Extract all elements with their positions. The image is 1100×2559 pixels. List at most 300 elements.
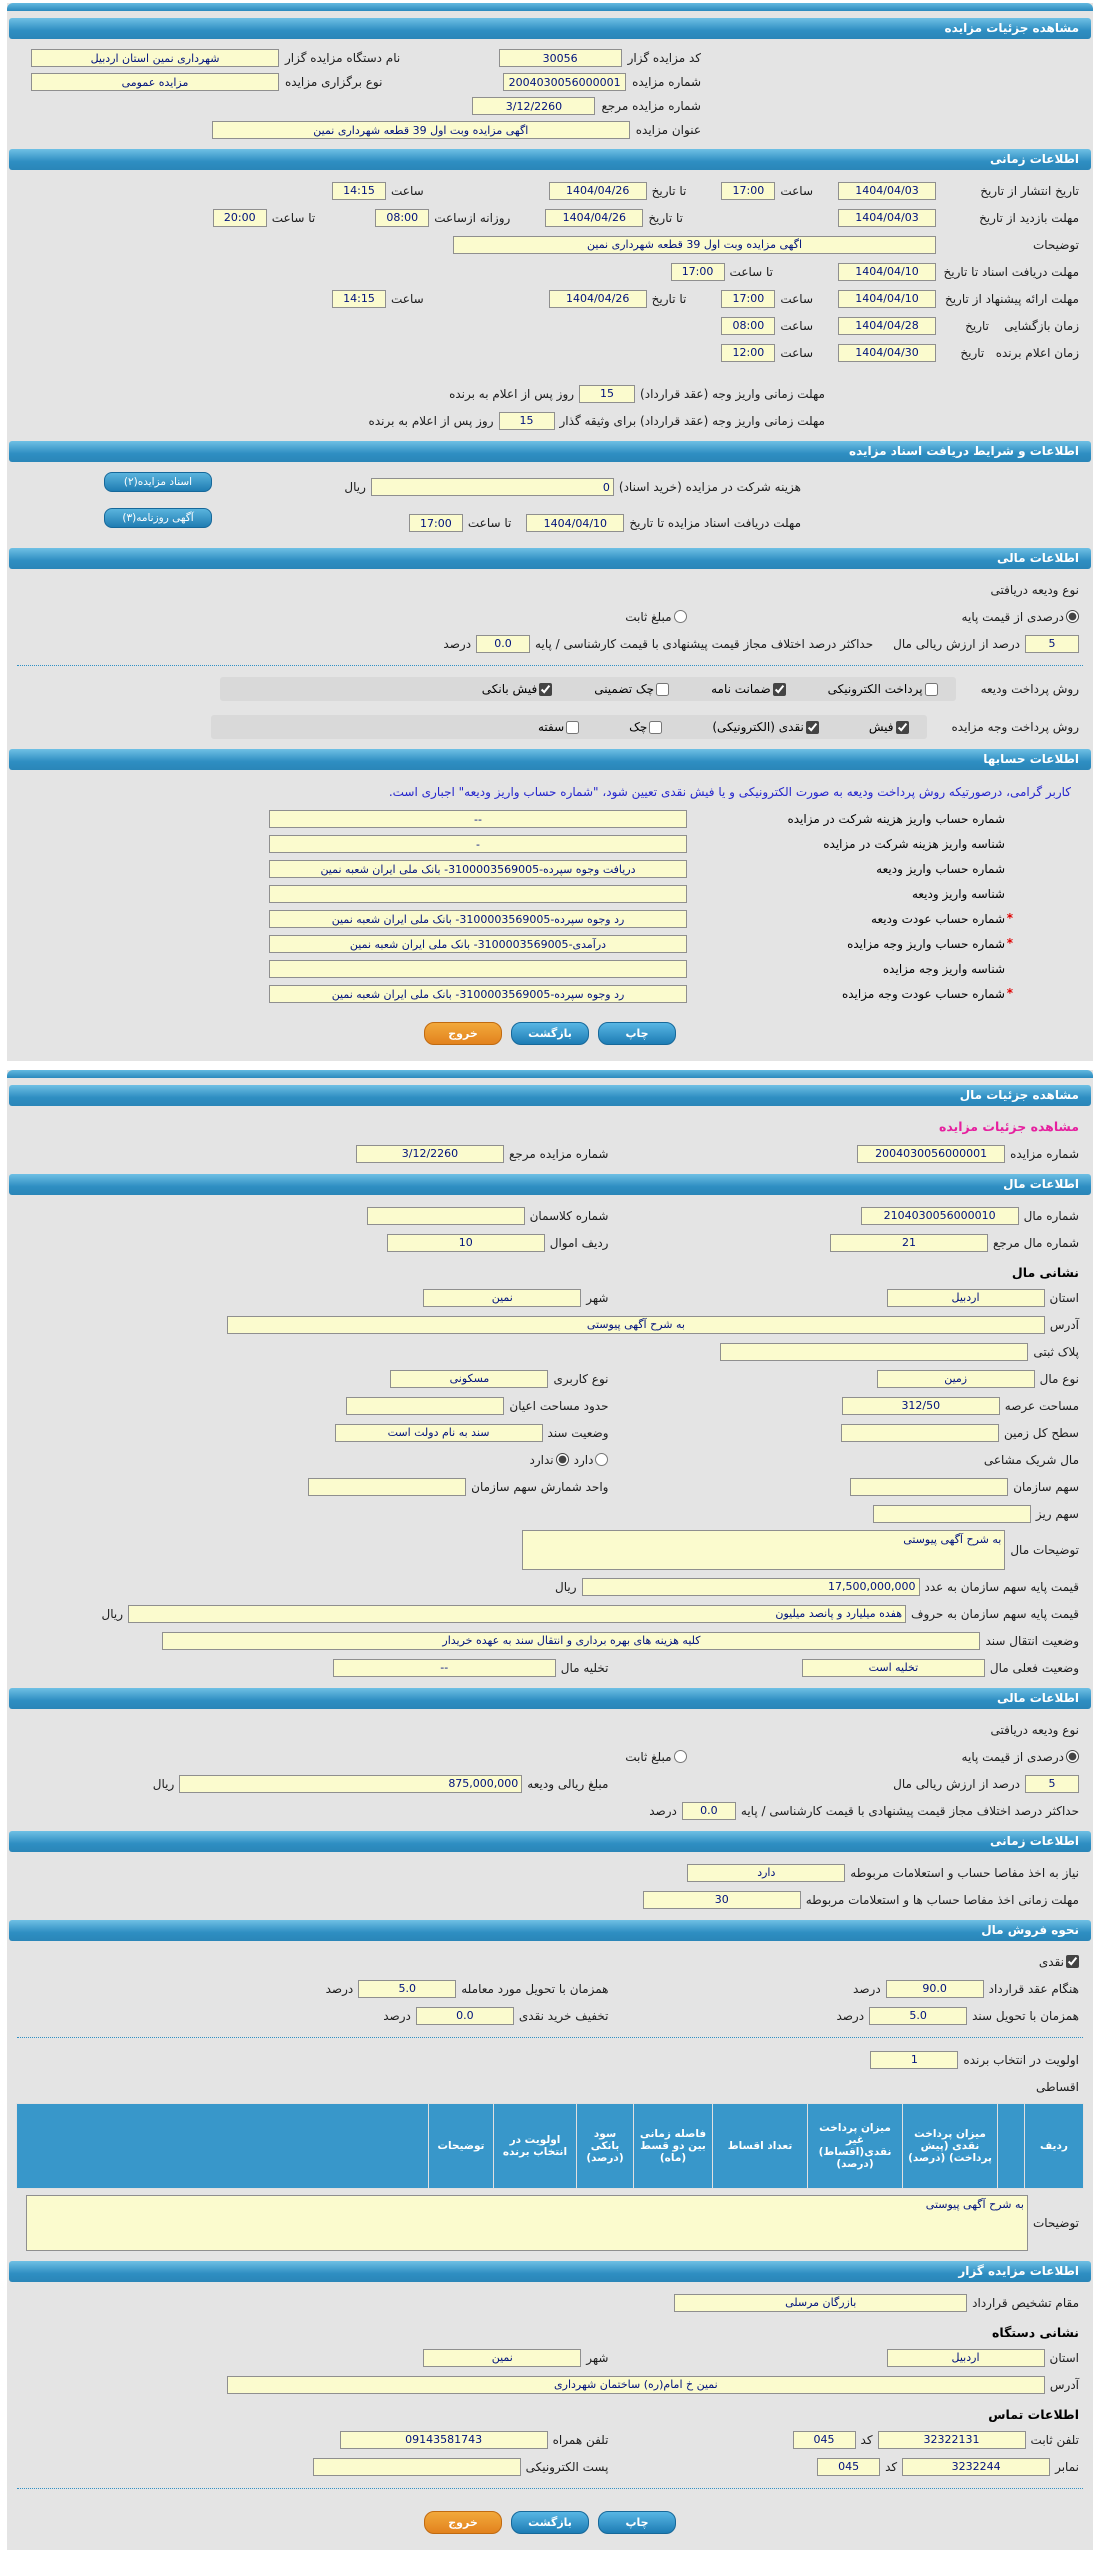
- newspaper-ad-button[interactable]: آگهی روزنامه(۳): [104, 508, 212, 528]
- publish-to-date[interactable]: 1404/04/26: [549, 182, 647, 200]
- visit-label: مهلت بازدید از تاریخ: [979, 210, 1079, 225]
- landline-field[interactable]: 32322131: [878, 2431, 1026, 2449]
- deposit-type-option-fixed[interactable]: مبلغ ثابت: [625, 610, 686, 624]
- deposit-percent-suffix: درصد از ارزش ریالی مال: [893, 636, 1020, 651]
- auction-pay-id-label: شناسه واریز وجه مزایده: [882, 962, 1005, 976]
- winner-hour-label: ساعت: [780, 345, 813, 360]
- sale-notes-field[interactable]: به شرح آگهی پیوستی: [26, 2195, 1028, 2251]
- asset-number-label: شماره مال: [1023, 1208, 1079, 1223]
- opening-hour-label: ساعت: [780, 318, 813, 333]
- evacuation-label: تخلیه مال: [560, 1660, 609, 1675]
- evacuation-field[interactable]: --: [333, 1659, 556, 1677]
- docs-receive-hour-label: تا ساعت: [467, 516, 512, 530]
- asset-deposit-type-label: نوع ودیعه دریافتی: [990, 1722, 1079, 1737]
- max-diff-field[interactable]: 0.0: [476, 635, 530, 653]
- auction-return-account-field[interactable]: رد وجوه سپرده-3100003569005- بانک ملی ایران شعبه نمین: [269, 985, 687, 1003]
- col-bank-interest: سود بانکی (درصد): [577, 2104, 634, 2189]
- deposit-type-label-row: [7, 576, 1093, 603]
- auction-payment-options: [211, 715, 927, 739]
- asset-details-header: مشاهده جزئیات مال: [9, 1085, 1091, 1106]
- auction-return-account-row: [7, 983, 1093, 1005]
- registration-plate-label: پلاک ثبتی: [1033, 1344, 1079, 1359]
- total-land-label: سطح کل زمین: [1003, 1425, 1079, 1440]
- at-contract-field[interactable]: 90.0: [886, 1980, 984, 1998]
- asset-address-subheader: نشانی مال: [1011, 1265, 1079, 1280]
- slip-checkbox[interactable]: [896, 721, 909, 734]
- asset-province-field[interactable]: اردبیل: [887, 1289, 1045, 1307]
- fee-deposit-id-row: [7, 833, 1093, 855]
- promissory-note-option[interactable]: سفته: [538, 720, 579, 734]
- sale-notes-label: توضیحات: [1032, 2216, 1079, 2230]
- deposit-type-label: نوع ودیعه دریافتی: [990, 582, 1079, 597]
- deposit-pay-id-row: [7, 883, 1093, 905]
- auction-documents-button[interactable]: اسناد مزایده(۲): [104, 472, 212, 492]
- building-area-label: حدود مساحت اعیان: [509, 1398, 609, 1413]
- auction-summary-block: [25, 46, 701, 142]
- asset-address-label: آدرس: [1049, 1317, 1079, 1332]
- asset-info-header: اطلاعات مال: [9, 1174, 1091, 1195]
- asset-auction-number-row: [7, 1140, 1093, 1167]
- cash-sale-row: [7, 1948, 1093, 1975]
- auctioneer-info-header: اطلاعات مزایده گزار: [9, 2261, 1091, 2282]
- visit-to-label: تا تاریخ: [648, 210, 683, 225]
- auction-pay-account-field[interactable]: درآمدی-3100003569005- بانک ملی ایران شعبه نمین: [269, 935, 687, 953]
- asset-max-diff-label: حداکثر درصد اختلاف مجاز قیمت پیشنهادی با قیمت کارشناسی / پایه: [740, 1803, 1079, 1818]
- deposit-type-option-percent[interactable]: درصدی از قیمت پایه: [962, 610, 1079, 624]
- sub-share-field[interactable]: [873, 1505, 1031, 1523]
- classification-number-field[interactable]: [367, 1207, 525, 1225]
- current-status-field[interactable]: تخلیه است: [802, 1659, 985, 1677]
- auction-return-account-label: شماره حساب عودت وجه مزایده: [841, 987, 1005, 1001]
- base-price-number-row: [7, 1573, 1093, 1600]
- deposit-rial-amount-field[interactable]: 875,000,000: [179, 1775, 522, 1793]
- max-diff-unit: درصد: [443, 636, 472, 651]
- clearance-deadline-row: [7, 1886, 1093, 1913]
- auction-payment-method-row: [7, 712, 1093, 742]
- winner-time[interactable]: 12:00: [721, 344, 775, 362]
- opening-label: زمان بازگشایی تاریخ: [965, 318, 1079, 333]
- deposit-payment-options: [220, 677, 956, 701]
- deposit-rial-amount-label: مبلغ ریالی ودیعه: [527, 1776, 609, 1791]
- fee-deposit-account-row: [7, 808, 1093, 830]
- deed-transfer-row: [7, 1627, 1093, 1654]
- shared-has-option[interactable]: دارد: [574, 1453, 609, 1467]
- required-asterisk: *: [1006, 936, 1013, 950]
- org-share-field[interactable]: [850, 1478, 1008, 1496]
- agency-name-field[interactable]: شهرداری نمین استان اردبیل: [31, 49, 279, 67]
- guarantor-payment-suffix: روز پس از اعلام به برنده: [368, 413, 494, 428]
- fax-email-row: [7, 2453, 1093, 2480]
- panel-top-strip: [7, 1070, 1093, 1078]
- shared-has-radio[interactable]: [595, 1453, 608, 1466]
- offer-hour-label: ساعت: [780, 291, 813, 306]
- deposit-return-account-field[interactable]: رد وجوه سپرده-3100003569005- بانک ملی ایران شعبه نمین: [269, 910, 687, 928]
- time-info-header: اطلاعات زمانی: [9, 149, 1091, 170]
- usage-type-label: نوع کاربری: [553, 1371, 609, 1386]
- col-installment-count: تعداد اقساط: [713, 2104, 808, 2189]
- fax-code-field[interactable]: 045: [817, 2458, 880, 2476]
- col-notes: توضیحات: [429, 2104, 494, 2189]
- landline-code-field[interactable]: 045: [793, 2431, 856, 2449]
- auctioneer-code-field[interactable]: 30056: [499, 49, 622, 67]
- email-field[interactable]: [313, 2458, 521, 2476]
- row-number-type: [25, 70, 701, 94]
- deed-status-label: وضعیت سند: [547, 1425, 609, 1440]
- at-delivery-label: همزمان با تحویل مورد معامله: [461, 1981, 609, 1996]
- asset-area-row: [7, 1392, 1093, 1419]
- card2-buttons: [7, 2497, 1093, 2542]
- visit-to-hour-label: تا ساعت: [271, 210, 316, 225]
- asset-fixed-radio[interactable]: [674, 1750, 687, 1763]
- check-option[interactable]: چک: [629, 720, 662, 734]
- usage-type-field[interactable]: مسکونی: [390, 1370, 548, 1388]
- col-noncash-installment-percent: میزان پرداخت غیر نقدی(اقساط) (درصد): [808, 2104, 903, 2189]
- docs-deadline-label: مهلت دریافت اسناد تا تاریخ: [943, 264, 1079, 279]
- winner-priority-field[interactable]: 1: [870, 2051, 958, 2069]
- sub-share-row: [7, 1500, 1093, 1527]
- asset-deposit-percent-suffix: درصد از ارزش ریالی مال: [893, 1776, 1020, 1791]
- asset-notes-row: [7, 1527, 1093, 1573]
- building-area-field[interactable]: [346, 1397, 504, 1415]
- required-asterisk: *: [1006, 986, 1013, 1000]
- participation-fee-field[interactable]: 0: [371, 478, 614, 496]
- opening-time-row: [7, 312, 1093, 339]
- offer-label: مهلت ارائه پیشنهاد از تاریخ: [944, 291, 1079, 306]
- fixed-amount-radio[interactable]: [674, 610, 687, 623]
- dotted-divider: [17, 665, 1083, 666]
- auction-details-card: [7, 3, 1093, 1061]
- base-price-number-field[interactable]: 17,500,000,000: [582, 1578, 920, 1596]
- exit-button[interactable]: خروج: [424, 1022, 502, 1045]
- guarantor-payment-deadline-row: [7, 407, 1093, 434]
- asset-status-row: [7, 1654, 1093, 1681]
- opening-date[interactable]: 1404/04/28: [838, 317, 936, 335]
- asset-percent-radio[interactable]: [1066, 1750, 1079, 1763]
- cash-sale-checkbox[interactable]: [1066, 1955, 1079, 1968]
- base-price-words-label: قیمت پایه سهم سازمان به حروف: [911, 1606, 1079, 1621]
- installment-label: اقساطی: [1036, 2079, 1079, 2094]
- back-button[interactable]: بازگشت: [511, 2511, 589, 2534]
- asset-province-city-row: [7, 1284, 1093, 1311]
- auction-ref-field[interactable]: 3/12/2260: [472, 97, 595, 115]
- deed-transfer-label: وضعیت انتقال سند: [985, 1633, 1079, 1648]
- publish-to-time[interactable]: 14:15: [332, 182, 386, 200]
- at-contract-unit: درصد: [853, 1981, 881, 1996]
- clearance-need-label: نیاز به اخذ مفاصا حساب و استعلامات مربوطه: [850, 1865, 1079, 1880]
- visit-daily-label: روزانه ازساعت: [434, 210, 511, 225]
- at-delivery-field[interactable]: 5.0: [358, 1980, 456, 1998]
- fax-field[interactable]: 3232244: [902, 2458, 1050, 2476]
- email-label: پست الکترونیکی: [525, 2459, 609, 2474]
- installment-table-header-row: [17, 2104, 1084, 2189]
- agency-province-field[interactable]: اردبیل: [887, 2349, 1045, 2367]
- installment-label-row: [7, 2073, 1093, 2100]
- mobile-label: تلفن همراه: [552, 2432, 609, 2447]
- asset-deposit-percent-field[interactable]: 5: [1025, 1775, 1079, 1793]
- asset-type-usage-row: [7, 1365, 1093, 1392]
- print-button[interactable]: چاپ: [598, 2511, 676, 2534]
- view-auction-details-link[interactable]: مشاهده جزئیات مزایده: [938, 1119, 1079, 1134]
- col-cash-prepayment-percent: میزان پرداخت نقدی (پیش پرداخت) (درصد): [903, 2104, 998, 2189]
- installment-table: [16, 2103, 1084, 2189]
- clearance-deadline-label: مهلت زمانی اخذ مفاصا حساب ها و استعلامات مربوطه: [805, 1892, 1079, 1907]
- asset-ref-number-field[interactable]: 21: [830, 1234, 988, 1252]
- org-share-unit-label: واحد شمارش سهم سازمان: [471, 1479, 609, 1494]
- electronic-payment-checkbox[interactable]: [925, 683, 938, 696]
- col-empty-wide: [17, 2104, 429, 2189]
- visit-from-date[interactable]: 1404/04/03: [838, 209, 936, 227]
- asset-notes-field[interactable]: به شرح آگهی پیوستی: [522, 1530, 1005, 1570]
- electronic-payment-option[interactable]: پرداخت الکترونیکی: [828, 682, 938, 696]
- base-price-words-unit: ریال: [101, 1606, 124, 1621]
- docs-deadline-hour-label: تا ساعت: [729, 264, 773, 279]
- agency-address-row: [7, 2371, 1093, 2398]
- deposit-pay-id-label: شناسه واریز ودیعه: [911, 887, 1005, 901]
- auction-number-field[interactable]: 2004030056000001: [503, 73, 626, 91]
- at-contract-label: هنگام عقد قرارداد: [988, 1981, 1079, 1996]
- fax-code-label: کد: [885, 2459, 898, 2474]
- asset-ref-number-label: شماره مال مرجع: [992, 1235, 1079, 1250]
- deed-transfer-field[interactable]: کلیه هزینه های بهره برداری و انتقال سند به عهده خریدار: [162, 1632, 980, 1650]
- docs-deadline-time[interactable]: 17:00: [671, 263, 725, 281]
- land-area-field[interactable]: 312/50: [842, 1397, 1000, 1415]
- at-deed-field[interactable]: 5.0: [869, 2007, 967, 2025]
- promissory-note-checkbox[interactable]: [566, 721, 579, 734]
- percent-of-base-radio[interactable]: [1066, 610, 1079, 623]
- auction-type-label: نوع برگزاری مزایده: [285, 75, 383, 89]
- asset-row-index-field[interactable]: 10: [387, 1234, 545, 1252]
- back-to-auction-row: [7, 1113, 1093, 1140]
- publish-to-hour-label: ساعت: [391, 183, 424, 198]
- agency-city-label: شهر: [586, 2350, 609, 2365]
- offer-from-time[interactable]: 17:00: [721, 290, 775, 308]
- shared-ownership-label: مال شریک مشاعی: [983, 1452, 1079, 1467]
- guarantee-letter-checkbox[interactable]: [773, 683, 786, 696]
- base-price-words-field[interactable]: هفده میلیارد و پانصد میلیون: [128, 1605, 906, 1623]
- total-land-field[interactable]: [841, 1424, 999, 1442]
- dotted-divider: [17, 2488, 1083, 2489]
- asset-ref-row: [7, 1229, 1093, 1256]
- offer-from-date[interactable]: 1404/04/10: [838, 290, 936, 308]
- col-winner-priority: اولویت در انتخاب برنده: [494, 2104, 577, 2189]
- cash-electronic-checkbox[interactable]: [806, 721, 819, 734]
- auction-pay-id-field[interactable]: [269, 960, 687, 978]
- deposit-percent-field[interactable]: 5: [1025, 635, 1079, 653]
- fax-label: نمابر: [1055, 2459, 1079, 2474]
- participation-fee-unit: ریال: [344, 480, 366, 494]
- auction-pay-account-label: شماره حساب واریز وجه مزایده: [847, 937, 1005, 951]
- timing-notes-field[interactable]: اگهی مزایده وبت اول 39 قطعه شهرداری نمین: [453, 236, 936, 254]
- asset-details-card: [7, 1070, 1093, 2550]
- deposit-return-account-label: شماره حساب عودت ودیعه: [871, 912, 1005, 926]
- cash-electronic-option[interactable]: نقدی (الکترونیکی): [712, 720, 819, 734]
- asset-city-field[interactable]: نمین: [423, 1289, 581, 1307]
- publish-from-time[interactable]: 17:00: [721, 182, 775, 200]
- asset-fixed-option[interactable]: مبلغ ثابت: [625, 1750, 686, 1764]
- contract-payment-deadline-row: [7, 380, 1093, 407]
- fee-deposit-account-field[interactable]: --: [269, 810, 687, 828]
- winner-date[interactable]: 1404/04/30: [838, 344, 936, 362]
- visit-from-time[interactable]: 08:00: [375, 209, 429, 227]
- publish-to-label: تا تاریخ: [651, 183, 687, 198]
- row-title: [25, 118, 701, 142]
- row-code-agency: [25, 46, 701, 70]
- fee-deposit-id-label: شناسه واریز هزینه شرکت در مزایده: [823, 837, 1005, 851]
- auction-pay-account-row: [7, 933, 1093, 955]
- at-deed-label: همزمان با تحویل سند: [972, 2008, 1079, 2023]
- check-checkbox[interactable]: [649, 721, 662, 734]
- auction-payment-method-label: روش پرداخت وجه مزایده: [951, 720, 1079, 734]
- contract-payment-days[interactable]: 15: [579, 385, 635, 403]
- guarantor-payment-label: مهلت زمانی واریز وجه (عقد قرارداد) برای وثیقه گذار: [559, 413, 825, 428]
- cash-discount-unit: درصد: [383, 2008, 411, 2023]
- bank-slip-checkbox[interactable]: [539, 683, 552, 696]
- asset-deposit-type-label-row: [7, 1716, 1093, 1743]
- visit-to-date[interactable]: 1404/04/26: [545, 209, 643, 227]
- visit-to-time[interactable]: 20:00: [213, 209, 267, 227]
- authority-row: [7, 2289, 1093, 2316]
- asset-row-index-label: ردیف اموال: [549, 1235, 609, 1250]
- contract-delivery-percents-row: [7, 1975, 1093, 2002]
- opening-time[interactable]: 08:00: [721, 317, 775, 335]
- asset-city-label: شهر: [586, 1290, 609, 1305]
- slip-option[interactable]: فیش: [869, 720, 909, 734]
- auction-pay-id-row: [7, 958, 1093, 980]
- current-status-label: وضعیت فعلی مال: [989, 1660, 1079, 1675]
- deposit-return-account-row: [7, 908, 1093, 930]
- asset-auction-ref-field[interactable]: 3/12/2260: [356, 1145, 504, 1163]
- deposit-pay-account-label: شماره حساب واریز ودیعه: [876, 862, 1005, 876]
- panel-top-strip: [7, 3, 1093, 11]
- org-share-row: [7, 1473, 1093, 1500]
- max-diff-label: حداکثر درصد اختلاف مجاز قیمت پیشنهادی با قیمت کارشناسی / پایه: [535, 636, 874, 651]
- winner-label: زمان اعلام برنده تاریخ: [960, 345, 1079, 360]
- land-area-label: مساحت عرصه: [1004, 1398, 1079, 1413]
- certified-check-checkbox[interactable]: [656, 683, 669, 696]
- agency-address-label: آدرس: [1049, 2377, 1079, 2392]
- asset-financial-header: اطلاعات مالی: [9, 1688, 1091, 1709]
- offer-to-label: تا تاریخ: [651, 291, 687, 306]
- agency-address-subheader: نشانی دستگاه: [992, 2325, 1079, 2340]
- asset-auction-number-label: شماره مزایده: [1010, 1146, 1079, 1161]
- sale-notes-row: [7, 2192, 1093, 2254]
- participation-fee-row: [7, 469, 1093, 505]
- authority-label: مقام تشخیص قرارداد: [972, 2295, 1079, 2310]
- shared-ownership-row: [7, 1446, 1093, 1473]
- shared-none-radio[interactable]: [556, 1453, 569, 1466]
- shared-none-option[interactable]: ندارد: [530, 1453, 569, 1467]
- bank-slip-option[interactable]: فیش بانکی: [482, 682, 552, 696]
- exit-button[interactable]: خروج: [424, 2511, 502, 2534]
- registration-plate-field[interactable]: [720, 1343, 1028, 1361]
- phone-row: [7, 2426, 1093, 2453]
- asset-percent-option[interactable]: درصدی از قیمت پایه: [962, 1750, 1079, 1764]
- asset-address-field[interactable]: به شرح آگهی پیوستی: [227, 1316, 1045, 1334]
- agency-province-label: استان: [1049, 2350, 1079, 2365]
- authority-field[interactable]: بازرگان مرسلی: [674, 2294, 967, 2312]
- deposit-pay-id-field[interactable]: [269, 885, 687, 903]
- dotted-divider: [17, 2037, 1083, 2038]
- base-price-number-unit: ریال: [555, 1579, 577, 1594]
- offer-to-hour-label: ساعت: [391, 291, 424, 306]
- deed-status-field[interactable]: سند به نام دولت است: [335, 1424, 543, 1442]
- asset-land-deed-row: [7, 1419, 1093, 1446]
- mobile-field[interactable]: 09143581743: [340, 2431, 548, 2449]
- deposit-rial-amount-unit: ریال: [152, 1776, 175, 1791]
- auction-type-field[interactable]: مزایده عمومی: [31, 73, 279, 91]
- fee-deposit-account-label: شماره حساب واریز هزینه شرکت در مزایده: [787, 812, 1005, 826]
- docs-receive-date[interactable]: 1404/04/10: [526, 514, 624, 532]
- clearance-deadline-field[interactable]: 30: [643, 1891, 801, 1909]
- deposit-pay-account-field[interactable]: دریافت وجوه سپرده-3100003569005- بانک ملی ایران شعبه نمین: [269, 860, 687, 878]
- auction-number-label: شماره مزایده: [632, 75, 701, 89]
- asset-max-diff-field[interactable]: 0.0: [682, 1802, 736, 1820]
- offer-to-date[interactable]: 1404/04/26: [549, 290, 647, 308]
- offer-to-time[interactable]: 14:15: [332, 290, 386, 308]
- org-share-unit-field[interactable]: [308, 1478, 466, 1496]
- agency-address-field[interactable]: نمین خ امام(ره) ساختمان شهرداری: [227, 2376, 1045, 2394]
- asset-province-label: استان: [1049, 1290, 1079, 1305]
- asset-time-info-header: اطلاعات زمانی: [9, 1831, 1091, 1852]
- guarantee-letter-option[interactable]: ضمانت نامه: [711, 682, 786, 696]
- base-price-number-label: قیمت پایه سهم سازمان به عدد: [924, 1579, 1079, 1594]
- back-button[interactable]: بازگشت: [511, 1022, 589, 1045]
- visit-period-row: [7, 204, 1093, 231]
- deposit-payment-method-row: [7, 674, 1093, 704]
- card1-buttons: [7, 1008, 1093, 1053]
- timing-notes-label: توضیحات: [1032, 237, 1079, 252]
- asset-number-field[interactable]: 2104030056000010: [861, 1207, 1019, 1225]
- docs-receive-deadline-row: [7, 505, 1093, 541]
- cash-sale-option[interactable]: نقدی: [1039, 1955, 1079, 1969]
- contact-info-subheader: اطلاعات تماس: [988, 2407, 1079, 2422]
- docs-receive-time[interactable]: 17:00: [409, 514, 463, 532]
- sale-method-header: نحوه فروش مال: [9, 1920, 1091, 1941]
- at-delivery-unit: درصد: [325, 1981, 354, 1996]
- docs-deadline-date[interactable]: 1404/04/10: [838, 263, 936, 281]
- auction-details-header: مشاهده جزئیات مزایده: [9, 18, 1091, 39]
- accounts-info-header: اطلاعات حسابها: [9, 749, 1091, 770]
- agency-name-label: نام دستگاه مزایده گزار: [285, 51, 401, 65]
- print-button[interactable]: چاپ: [598, 1022, 676, 1045]
- asset-type-field[interactable]: زمین: [877, 1370, 1035, 1388]
- clearance-need-field[interactable]: دارد: [687, 1864, 845, 1882]
- asset-deposit-amount-row: [7, 1770, 1093, 1797]
- org-share-label: سهم سازمان: [1013, 1479, 1079, 1494]
- certified-check-option[interactable]: چک تضمینی: [594, 682, 669, 696]
- docs-conditions-header: اطلاعات و شرایط دریافت اسناد مزایده: [9, 441, 1091, 462]
- contract-payment-label: مهلت زمانی واریز وجه (عقد قرارداد): [640, 386, 825, 401]
- publish-from-date[interactable]: 1404/04/03: [838, 182, 936, 200]
- cash-discount-label: تخفیف خرید نقدی: [518, 2008, 609, 2023]
- agency-city-field[interactable]: نمین: [423, 2349, 581, 2367]
- col-empty-narrow: [998, 2104, 1025, 2189]
- fee-deposit-id-field[interactable]: -: [269, 835, 687, 853]
- asset-address-row: [7, 1311, 1093, 1338]
- auction-title-field[interactable]: اگهی مزایده وبت اول 39 قطعه شهرداری نمین: [212, 121, 630, 139]
- cash-discount-field[interactable]: 0.0: [416, 2007, 514, 2025]
- guarantor-payment-days[interactable]: 15: [499, 412, 555, 430]
- required-asterisk: *: [1006, 911, 1013, 925]
- asset-max-diff-unit: درصد: [649, 1803, 677, 1818]
- landline-label: تلفن ثابت: [1030, 2432, 1079, 2447]
- winner-priority-row: [7, 2046, 1093, 2073]
- deposit-percent-row: [7, 630, 1093, 657]
- asset-auction-number-field[interactable]: 2004030056000001: [857, 1145, 1005, 1163]
- col-row-number: ردیف: [1025, 2104, 1084, 2189]
- asset-plate-row: [7, 1338, 1093, 1365]
- asset-deposit-type-options-row: [7, 1743, 1093, 1770]
